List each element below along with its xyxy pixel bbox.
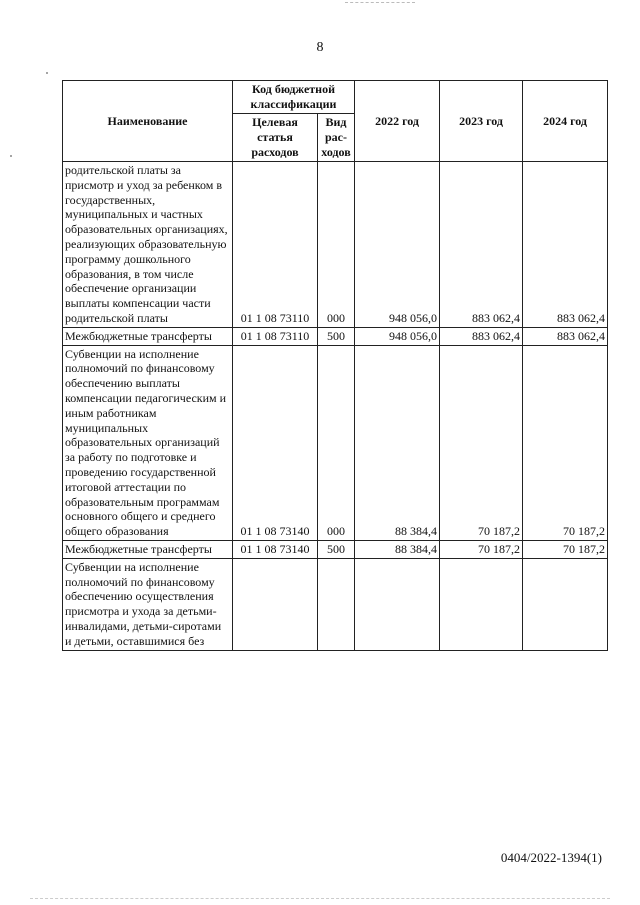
row-2023: 883 062,4 <box>440 162 523 328</box>
row-target-article: 01 1 08 73110 <box>233 162 318 328</box>
row-2024: 70 187,2 <box>523 345 608 540</box>
scan-top-marks <box>345 2 415 5</box>
row-name: Межбюджетные трансферты <box>63 327 233 345</box>
row-2022 <box>355 558 440 650</box>
header-2022: 2022 год <box>355 81 440 162</box>
row-2023: 70 187,2 <box>440 345 523 540</box>
table-row <box>63 558 608 650</box>
row-2024: 70 187,2 <box>523 540 608 558</box>
row-2022: 948 056,0 <box>355 162 440 328</box>
table-row <box>63 327 608 345</box>
row-name: Межбюджетные трансферты <box>63 540 233 558</box>
row-target-article: 01 1 08 73140 <box>233 540 318 558</box>
row-2023: 70 187,2 <box>440 540 523 558</box>
row-2024: 883 062,4 <box>523 162 608 328</box>
row-name: родительской платы за присмотр и уход за ребенком в государственных, муниципальных и частных образовательных организациях, реализующих образовательную программу дошкольного образования, в том числе обеспечение организации выплаты компенсации части родительской платы <box>63 162 233 328</box>
row-name: Субвенции на исполнение полномочий по финансовому обеспечению осуществления присмотра и ухода за детьми-инвалидами, детьми-сиротами и детьми, оставшимися без <box>63 558 233 650</box>
row-target-article: 01 1 08 73110 <box>233 327 318 345</box>
row-target-article <box>233 558 318 650</box>
document-code: 0404/2022-1394(1) <box>500 850 602 865</box>
budget-table <box>62 80 608 651</box>
table-row <box>63 345 608 540</box>
row-2024 <box>523 558 608 650</box>
row-2023 <box>440 558 523 650</box>
header-code-group: Код бюджетной классификации <box>233 81 355 114</box>
row-expense-type <box>318 558 355 650</box>
table-header <box>63 81 608 162</box>
scan-speck <box>10 155 12 157</box>
row-2022: 88 384,4 <box>355 540 440 558</box>
scan-speck <box>46 72 48 74</box>
row-name: Субвенции на исполнение полномочий по финансовому обеспечению выплаты компенсации педагогическим и иным работникам муниципальных образовательных организаций за работу по подготовке и проведению государственной итоговой аттестации по образовательным программам основного общего и среднего общего образования <box>63 345 233 540</box>
header-2024: 2024 год <box>523 81 608 162</box>
row-expense-type: 000 <box>318 162 355 328</box>
row-target-article: 01 1 08 73140 <box>233 345 318 540</box>
row-expense-type: 500 <box>318 327 355 345</box>
header-expense-type: Вид рас-ходов <box>318 114 355 162</box>
page-number: 8 <box>316 40 324 55</box>
header-2023: 2023 год <box>440 81 523 162</box>
row-expense-type: 000 <box>318 345 355 540</box>
header-target-article: Целевая статья расходов <box>233 114 318 162</box>
row-2022: 88 384,4 <box>355 345 440 540</box>
scan-bottom-marks <box>30 898 610 899</box>
row-2023: 883 062,4 <box>440 327 523 345</box>
row-expense-type: 500 <box>318 540 355 558</box>
header-name: Наименование <box>63 81 233 162</box>
row-2022: 948 056,0 <box>355 327 440 345</box>
row-2024: 883 062,4 <box>523 327 608 345</box>
table-row <box>63 540 608 558</box>
table-row <box>63 162 608 328</box>
